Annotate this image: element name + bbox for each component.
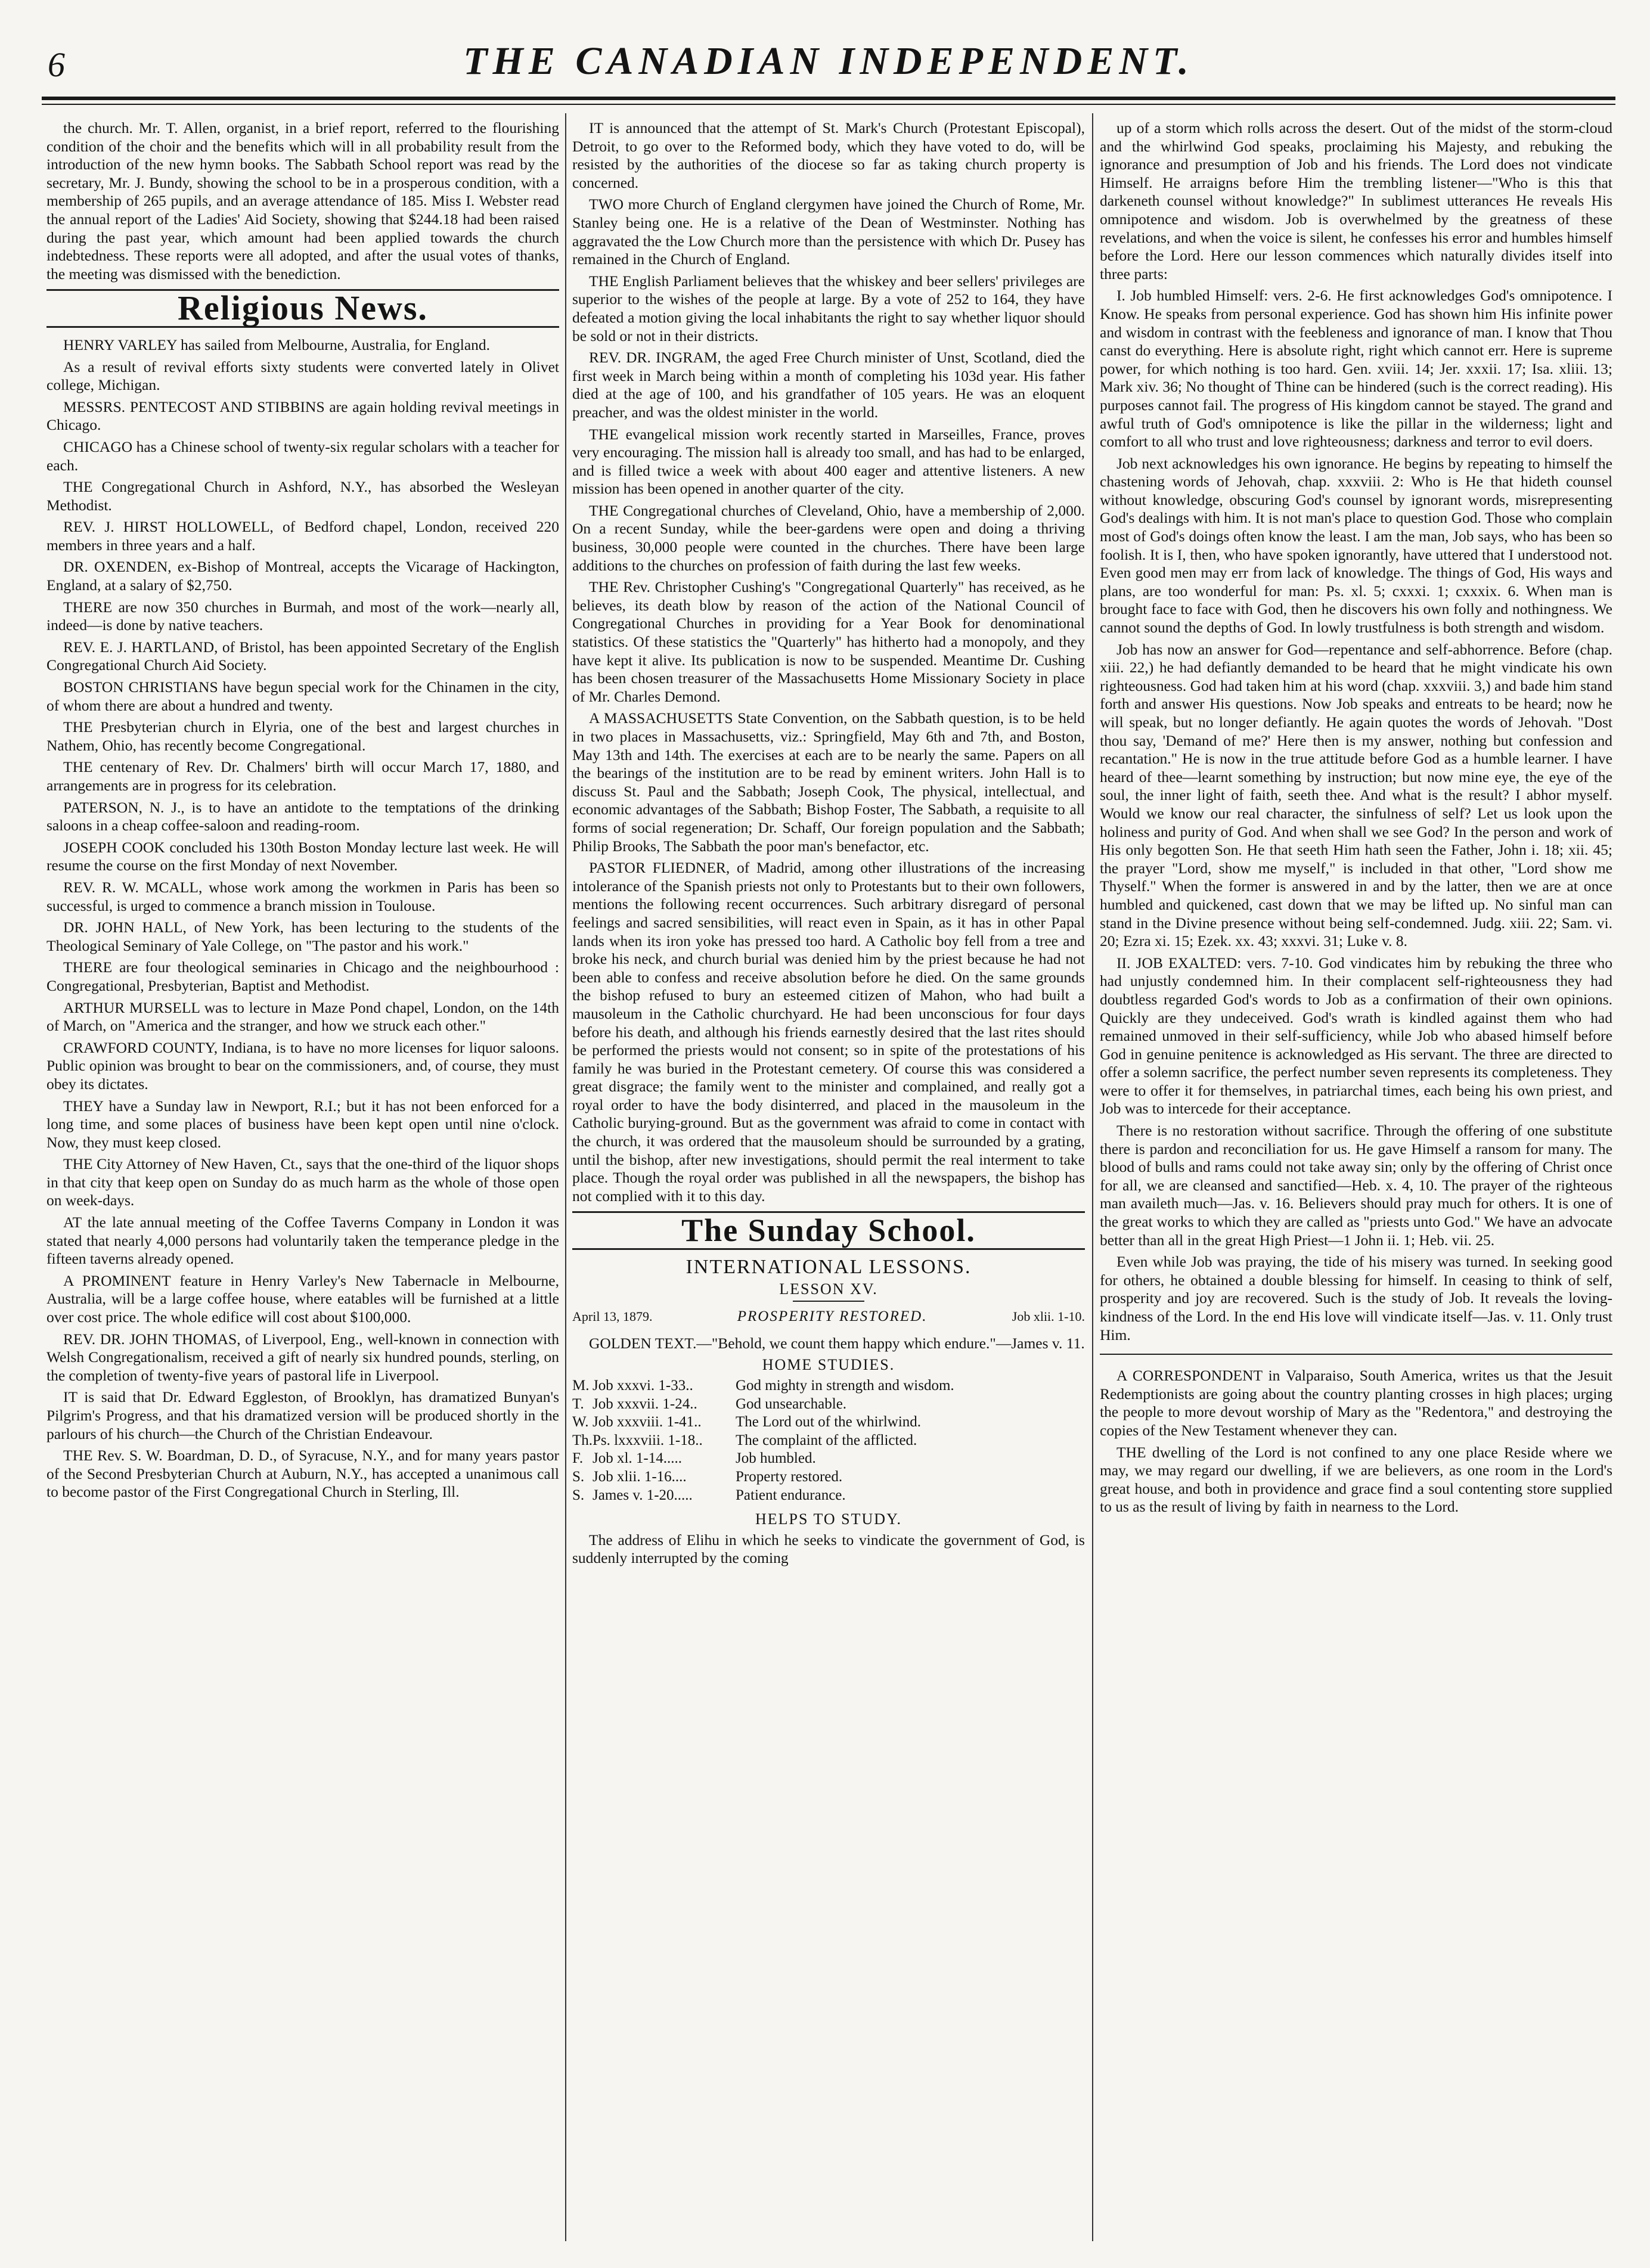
- news-paragraph: THE evangelical mission work recently started in Marseilles, France, proves very encouraging. The mission hall is already too small, and has had to be enlarged, and is filled twice a week with about 400 eager and attentive listeners. A new mission has been opened in another quarter of the city.: [572, 425, 1085, 498]
- golden-text: GOLDEN TEXT.—"Behold, we count them happy which endure."—James v. 11.: [589, 1334, 1085, 1352]
- study-row: [572, 1413, 1085, 1432]
- lesson-paragraph: Job next acknowledges his own ignorance. He begins by repeating to himself the chastening words of Jehovah, chap. xxxviii. 2: Who is He that hideth counsel without knowledge, obscuring God's counsel by ignorant words, misrepresenting God's dealings with him. It is not man's place to question God. Those who complain most of God's doings often know the least. I am the man, Job says, who has been so foolish. It is I, then, who have spoken ignorantly, have uttered that I understood not. Even good men may err from lack of knowledge. The things of God, His ways and plans, are too wonderful for man: Ps. xl. 5; cxxxi. 1; cxxxix. 6. When man is brought face to face with God, then he discovers his own folly and nothingness. We cannot sound the depths of God. In lowly trustfulness is both strength and wisdom.: [1100, 454, 1612, 637]
- column-separator: [1092, 113, 1093, 2241]
- study-text: The complaint of the afflicted.: [736, 1432, 917, 1448]
- lesson-paragraph: II. JOB EXALTED: vers. 7-10. God vindicates him by rebuking the three who had unjustly condemned him. In their complacent self-righteousness they had doubtless regarded God's words to Job as a confirmation of their own opinions. Quickly are they undeceived. God's wrath is kindled against them who had remained unmoved in their self-sufficiency, while Job who abased himself before God in genuine penitence is acknowledged as His servant. The three are directed to offer a solemn sacrifice, the perfect number seven represents its completeness. They were to offer it for themselves, in patriarchal times, each being his own priest, and Job was to intercede for their acceptance.: [1100, 954, 1612, 1118]
- news-item: THEY have a Sunday law in Newport, R.I.; but it has not been enforced for a long time, and some places of business have been kept open until nine o'clock. Now, they must keep closed.: [46, 1097, 559, 1151]
- religious-news-heading: Religious News.: [46, 289, 559, 328]
- study-day: M.: [572, 1377, 590, 1394]
- study-day: W.: [572, 1414, 589, 1431]
- home-studies-list: [572, 1377, 1085, 1504]
- news-item: REV. E. J. HARTLAND, of Bristol, has been appointed Secretary of the English Congregational Church Aid Society.: [46, 638, 559, 674]
- study-ref: Job xlii. 1-16....: [593, 1468, 687, 1485]
- helps-paragraph: The address of Elihu in which he seeks to vindicate the government of God, is suddenly interrupted by the coming: [572, 1531, 1085, 1567]
- correspondent-paragraph: A CORRESPONDENT in Valparaiso, South America, writes us that the Jesuit Redemptionists are going about the country planting crosses in high places; urging the people to more devout worship of Mary as the "Redentora," and destroying the copies of the New Testament whenever they can.: [1100, 1367, 1612, 1439]
- column-3: [1100, 119, 1612, 2241]
- news-item: DR. JOHN HALL, of New York, has been lecturing to the students of the Theological Seminary of Yale College, on "The pastor and his work.": [46, 919, 559, 954]
- lesson-paragraph: There is no restoration without sacrifice. Through the offering of one substitute there is pardon and reconciliation for us. He gave Himself a ransom for many. The blood of bulls and rams could not take away sin; only by the offering of Christ once for all, we are cleansed and sanctified—Heb. x. 4, 10. The prayer of the righteous man availeth much—Jas. v. 16. Believers should pray much for others. It is one of the great works to which they are called as "priests unto God." We have an advocate better than all in the great High Priest—1 John ii. 1; Heb. vii. 25.: [1100, 1122, 1612, 1249]
- news-paragraph: THE Rev. Christopher Cushing's "Congregational Quarterly" has received, as he believes, its death blow by reason of the action of the National Council of Congregational Churches in providing for a Year Book for denominational statistics. Of these statistics the "Quarterly" has hitherto had a monopoly, and they have kept it alive. Its publication is now to be suspended. Meantime Dr. Cushing has been chosen treasurer of the Massachusetts Home Missionary Society in place of Mr. Charles Demond.: [572, 578, 1085, 705]
- study-text: Patient endurance.: [736, 1487, 846, 1503]
- study-day: T.: [572, 1395, 584, 1412]
- news-item: THERE are now 350 churches in Burmah, and most of the work—nearly all, indeed—is done by native teachers.: [46, 598, 559, 634]
- news-paragraph: TWO more Church of England clergymen have joined the Church of Rome, Mr. Stanley being one. He is a relative of the Dean of Westminster. Nothing has aggravated the the Low Church more than the persistence with which Dr. Pusey has remained in the Church of England.: [572, 196, 1085, 268]
- study-row: [572, 1468, 1085, 1487]
- home-studies-title: HOME STUDIES.: [762, 1356, 895, 1374]
- study-ref: Job xl. 1-14.....: [593, 1450, 682, 1467]
- news-item: THE Presbyterian church in Elyria, one of the best and largest churches in Nathem, Ohio, has recently become Congregational.: [46, 718, 559, 754]
- dwelling-paragraph: THE dwelling of the Lord is not confined to any one place Reside where we may, we may regard our dwelling, if we are believers, as one room in the Lord's great house, and both in providence and grace find a soul contenting store supplied to us as the result of living by faith in nearness to the Lord.: [1100, 1443, 1612, 1516]
- news-item: A PROMINENT feature in Henry Varley's New Tabernacle in Melbourne, Australia, will be a large coffee house, where eatables will be furnished at a little over cost price. The whole edifice will cost about $100,000.: [46, 1271, 559, 1326]
- page-header: [36, 33, 1621, 98]
- study-text: God unsearchable.: [736, 1395, 847, 1412]
- lesson-line: [572, 1308, 1085, 1326]
- lesson-reference: Job xlii. 1-10.: [1012, 1309, 1085, 1324]
- news-item: As a result of revival efforts sixty students were converted lately in Olivet college, Michigan.: [46, 358, 559, 394]
- news-item: BOSTON CHRISTIANS have begun special work for the Chinamen in the city, of whom there are about a hundred and twenty.: [46, 678, 559, 714]
- lesson-paragraph: I. Job humbled Himself: vers. 2-6. He first acknowledges God's omnipotence. I Know. He speaks from personal experience. God has shown him His infinite power and wisdom in contrast with the feebleness and ignorance of man. I know that Thou canst do everything. Here is absolute right, right which cannot err. Here is supreme power, for which nothing is too hard. Gen. xviii. 14; Jer. xxxii. 17; Isa. xliii. 13; Mark xiv. 36; No thought of Thine can be hindered (such is the correct reading). His purposes cannot fail. The progress of His kingdom cannot be stayed. The grand and awful truth of God's omnipotence is like the pillar in the wilderness; light and comfort to all who trust and love righteousness; darkness and terror to evil doers.: [1100, 287, 1612, 451]
- news-item: MESSRS. PENTECOST AND STIBBINS are again holding revival meetings in Chicago.: [46, 398, 559, 434]
- news-item: THE centenary of Rev. Dr. Chalmers' birth will occur March 17, 1880, and arrangements are in progress for its celebration.: [46, 758, 559, 794]
- news-item: THERE are four theological seminaries in Chicago and the neighbourhood : Congregational, Presbyterian, Baptist and Methodist.: [46, 958, 559, 994]
- study-day: Th.: [572, 1432, 593, 1448]
- study-ref: Job xxxvii. 1-24..: [593, 1395, 697, 1412]
- study-row: [572, 1487, 1085, 1505]
- lesson-paragraph: Job has now an answer for God—repentance and self-abhorrence. Before (chap. xiii. 22,) he had defiantly demanded to be heard that he might vindicate his own righteousness. God had taken him at his word (chap. xxxviii. 3,) and bade him stand forth and answer His questions. Now Job speaks and entreats to be heard; now he will speak, but no longer defiantly. He again quotes the words of Jehovah. "Dost thou say, 'Demand of me?' Here then is my answer, nothing but confession and recantation." He is now in the true attitude before God as a humble learner. I have heard of thee—learnt something by instruction; but now mine eye, the eye of the soul, the inner light of faith, seeth thee. And what is the result? I abhor myself. Would we know our real character, the sinfulness of self? Let us look upon the holiness and purity of God. And when shall we see God? In the person and work of His only begotten Son. He that seeth Him hath seen the Father, John i. 18; xii. 45; the prayer "Lord, show me myself," is included in that other, "Lord show me Thyself." When the former is answered in and by the latter, then we are at once humbled and quickened, cast down that we may be lifted up. No sinful man can stand in the Divine presence without being self-condemned. Judg. xiii. 22; Sam. vi. 20; Ezra xi. 15; Ezek. xx. 43; xxxvi. 31; Luke v. 8.: [1100, 640, 1612, 950]
- news-item: PATERSON, N. J., is to have an antidote to the temptations of the drinking saloons in a cheap coffee-saloon and reading-room.: [46, 798, 559, 834]
- sunday-school-heading: The Sunday School.: [572, 1211, 1085, 1250]
- news-paragraph: A MASSACHUSETTS State Convention, on the Sabbath question, is to be held in two places in Massachusetts, viz.: Springfield, May 6th and 7th, and Boston, May 13th and 14th. The exercises at each are to be nearly the same. Papers on all the bearings of the institution are to be read by eminent writers. John Hall is to discuss St. Paul and the Sabbath; Joseph Cook, The physical, intellectual, and economic advantages of the Sabbath; Bishop Foster, The Sabbath, a requisite to all forms of social regeneration; Dr. Schaff, Our foreign population and the Sabbath; Philip Brooks, The Sabbath the poor man's benefactor, etc.: [572, 709, 1085, 855]
- lesson-paragraph: Even while Job was praying, the tide of his misery was turned. In seeking good for others, he obtained a double blessing for himself. In ceasing to think of self, prosperity and joy are recovered. Such is the study of Job. It reveals the loving-kindness of the Lord. In the end His love will vindicate itself—Jas. v. 11. Only trust Him.: [1100, 1253, 1612, 1344]
- study-text: God mighty in strength and wisdom.: [736, 1377, 954, 1394]
- news-paragraph: REV. DR. INGRAM, the aged Free Church minister of Unst, Scotland, died the first week in March being within a month of completing his 103d year. His father died at the age of 100, and his grandfather of 105 years. He was an eloquent preacher, and was the oldest minister in the world.: [572, 349, 1085, 421]
- lesson-paragraph: up of a storm which rolls across the desert. Out of the midst of the storm-cloud and the whirlwind God speaks, proclaiming his Majesty, and rebuking the ignorance and presumption of Job and his friends. The Lord does not vindicate Himself. He arraigns before Him the trembling listener—"Who is this that darkeneth counsel without knowledge?" In sublimest utterances He reveals His omnipotence and wisdom. Job is overwhelmed by the greatness of these revelations, and when the voice is silent, he confesses his error and humbles himself before the Lord. Here our lesson commences which naturally divides itself into three parts:: [1100, 119, 1612, 283]
- study-ref: Job xxxviii. 1-41..: [593, 1414, 702, 1431]
- column-separator: [565, 113, 566, 2241]
- journal-title: THE CANADIAN INDEPENDENT.: [463, 39, 1194, 83]
- section-divider: [1100, 1354, 1612, 1355]
- lesson-name: PROSPERITY RESTORED.: [737, 1308, 928, 1325]
- header-rule-thin: [42, 104, 1615, 105]
- column-1: [46, 119, 559, 2241]
- study-row: [572, 1395, 1085, 1414]
- church-report-paragraph: the church. Mr. T. Allen, organist, in a brief report, referred to the flourishing condition of the choir and the benefits which will in all probability result from the introduction of the new hymn books. The Sabbath School report was read by the secretary, Mr. J. Bundy, showing the school to be in a prosperous condition, with a membership of 265 pupils, and an average attendance of 185. Miss I. Webster read the annual report of the Ladies' Aid Society, showing that $244.18 had been raised during the past year, which amount had been applied towards the church indebtedness. These reports were all adopted, and after the usual votes of thanks, the meeting was dismissed with the benediction.: [46, 119, 559, 283]
- news-item: THE City Attorney of New Haven, Ct., says that the one-third of the liquor shops in that city that keep open on Sunday do as much harm as the whole of those open on week-days.: [46, 1155, 559, 1209]
- study-ref: Job xxxvi. 1-33..: [593, 1377, 693, 1394]
- news-paragraph: THE English Parliament believes that the whiskey and beer sellers' privileges are superior to the wishes of the people at large. By a vote of 252 to 164, they have defeated a motion giving the local inhabitants the right to say whether liquor should be sold or not in their districts.: [572, 272, 1085, 345]
- news-item: JOSEPH COOK concluded his 130th Boston Monday lecture last week. He will resume the course on the first Monday of next November.: [46, 838, 559, 874]
- news-item: THE Congregational Church in Ashford, N.Y., has absorbed the Wesleyan Methodist.: [46, 478, 559, 514]
- news-item: CRAWFORD COUNTY, Indiana, is to have no more licenses for liquor saloons. Public opinion was brought to bear on the commissioners, and, of course, they must obey its dictates.: [46, 1038, 559, 1093]
- study-text: Property restored.: [736, 1468, 843, 1485]
- page-number: 6: [48, 45, 65, 84]
- study-row: [572, 1432, 1085, 1450]
- helps-title: HELPS TO STUDY.: [755, 1510, 902, 1528]
- study-row: [572, 1377, 1085, 1395]
- news-item: HENRY VARLEY has sailed from Melbourne, Australia, for England.: [63, 336, 491, 353]
- study-day: F.: [572, 1450, 584, 1467]
- news-paragraph: IT is announced that the attempt of St. Mark's Church (Protestant Episcopal), Detroit, to go over to the Reformed body, which they have voted to do, will be resisted by the authorities of the diocese so far as taking church property is concerned.: [572, 119, 1085, 191]
- news-item: AT the late annual meeting of the Coffee Taverns Company in London it was stated that nearly 4,000 persons had voluntarily taken the temperance pledge in the fifteen taverns already opened.: [46, 1214, 559, 1268]
- lesson-rule: [793, 1301, 864, 1302]
- news-item: ARTHUR MURSELL was to lecture in Maze Pond chapel, London, on the 14th of March, on "America and the stranger, and how we struck each other.": [46, 998, 559, 1035]
- news-item: REV. DR. JOHN THOMAS, of Liverpool, Eng., well-known in connection with Welsh Congregationalism, received a gift of nearly six hundred pounds, sterling, on the completion of twenty-five years of pastoral life in Liverpool.: [46, 1330, 559, 1384]
- lesson-number: LESSON XV.: [779, 1280, 878, 1298]
- study-text: The Lord out of the whirlwind.: [736, 1414, 922, 1431]
- lessons-title: INTERNATIONAL LESSONS.: [686, 1256, 972, 1279]
- news-item: DR. OXENDEN, ex-Bishop of Montreal, accepts the Vicarage of Hackington, England, at a salary of $2,750.: [46, 558, 559, 594]
- header-rule: [42, 97, 1615, 100]
- study-text: Job humbled.: [736, 1450, 816, 1467]
- study-ref: Ps. lxxxviii. 1-18..: [593, 1432, 703, 1448]
- news-paragraph: PASTOR FLIEDNER, of Madrid, among other illustrations of the increasing intolerance of the Spanish priests not only to Protestants but to their own followers, mentions the following recent occurrences. Such arbitrary disregard of personal feelings and sacred sensibilities, will react even in Spain, as it has in other Papal lands when its iron yoke has pressed too hard. A Catholic boy fell from a tree and broke his neck, and church burial was denied him by the priest because he had not been able to confess and receive absolution before he died. On the same grounds the bishop refused to bury an esteemed citizen of Mahon, who had built a mausoleum in the Catholic churchyard. He had been unconscious for four days before his death, and although his friends earnestly desired that the last rites should be performed the priests would not consent; so in spite of the protestations of his family he was buried in the Protestant cemetery. Of course this was considered a great disgrace; the family went to the minister and complained, and really got a royal order to have the body disinterred, and placed in the mausoleum in the Catholic burying-ground. But as the government was afraid to come in contact with the church, it was ordered that the mausoleum should be surrounded by a grating, until the bishop, after new investigations, should permit the real interment to take place. Though the royal order was published in all the newspapers, the bishop has not complied with it to this day.: [572, 859, 1085, 1205]
- lesson-date: April 13, 1879.: [572, 1309, 653, 1324]
- news-item: IT is said that Dr. Edward Eggleston, of Brooklyn, has dramatized Bunyan's Pilgrim's Progress, and that his dramatized version will be produced shortly in the parlours of his church—the Church of the Christian Endeavour.: [46, 1388, 559, 1442]
- news-item: REV. J. HIRST HOLLOWELL, of Bedford chapel, London, received 220 members in three years and a half.: [46, 518, 559, 554]
- column-2: [572, 119, 1085, 2241]
- news-item: CHICAGO has a Chinese school of twenty-six regular scholars with a teacher for each.: [46, 438, 559, 474]
- news-paragraph: THE Congregational churches of Cleveland, Ohio, have a membership of 2,000. On a recent Sunday, while the beer-gardens were open and doing a thriving business, 30,000 people were counted in the churches. There have been large additions to the churches on profession of faith during the last few weeks.: [572, 501, 1085, 574]
- study-ref: James v. 1-20.....: [593, 1487, 693, 1503]
- news-item: REV. R. W. MCALL, whose work among the workmen in Paris has been so successful, is urged to commence a branch mission in Toulouse.: [46, 878, 559, 914]
- news-item: THE Rev. S. W. Boardman, D. D., of Syracuse, N.Y., and for many years pastor of the Second Presbyterian Church at Auburn, N.Y., has accepted a unanimous call to become pastor of the First Congregational Church in Sterling, Ill.: [46, 1447, 559, 1501]
- study-row: [572, 1450, 1085, 1468]
- study-day: S.: [572, 1487, 585, 1503]
- study-day: S.: [572, 1468, 585, 1485]
